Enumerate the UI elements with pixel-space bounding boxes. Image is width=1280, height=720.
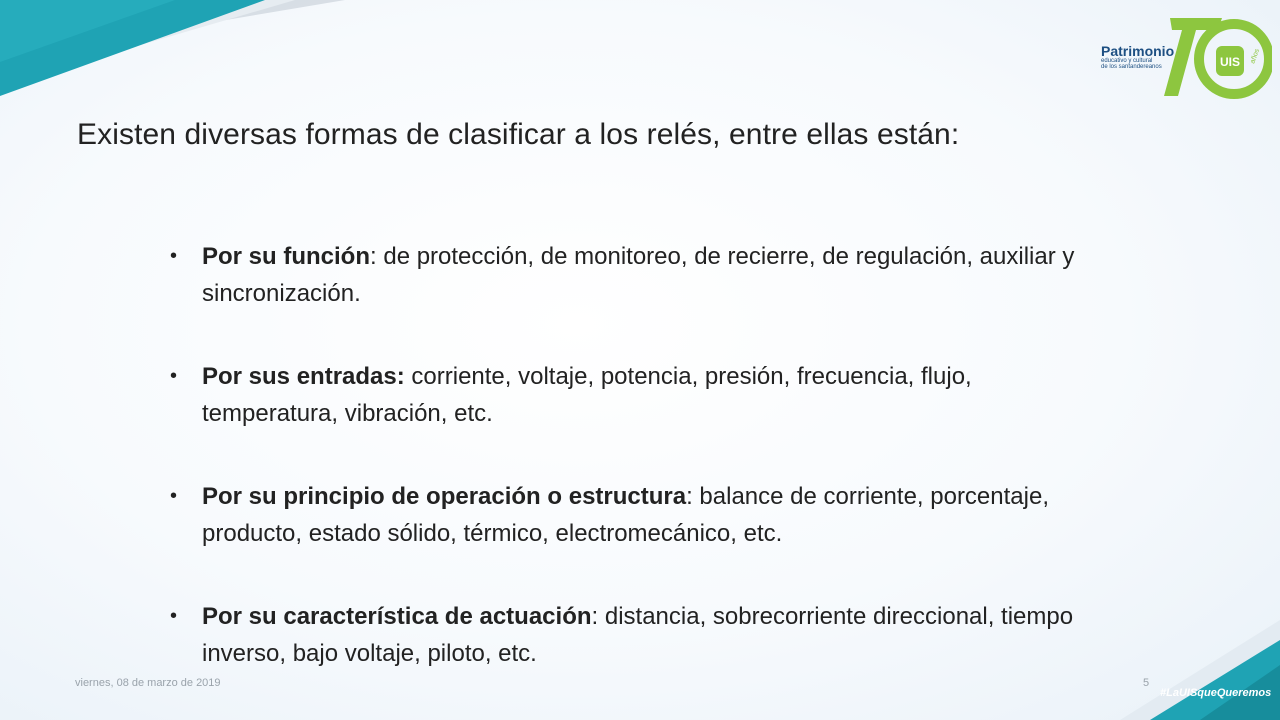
logo-line1: Patrimonio: [1101, 43, 1175, 59]
bullet-heading: Por sus entradas:: [202, 363, 405, 390]
page-number: 5: [1143, 677, 1150, 689]
bullet-heading: Por su característica de actuación: [202, 603, 592, 630]
logo-text: [1101, 44, 1174, 70]
slide-title: Existen diversas formas de clasificar a los relés, entre ellas están:: [77, 118, 960, 151]
bullet-text: de protección, de monitoreo, de recierre, de regulación, auxiliar y sincronización.: [202, 243, 1075, 307]
logo-line3: de los santandereanos: [1101, 64, 1162, 70]
bullet-item: [165, 358, 1105, 432]
logo-initials: UIS: [1219, 55, 1241, 69]
bullet-dot: •: [170, 365, 178, 387]
bullet-separator: :: [591, 603, 599, 630]
bullet-text: distancia, sobrecorriente direccional, tiempo inverso, bajo voltaje, piloto, etc.: [202, 603, 1074, 667]
bullet-list: [165, 238, 1105, 718]
logo-line2: educativo y cultural: [1101, 58, 1153, 64]
bullet-heading: Por su función: [202, 243, 370, 270]
footer-date: viernes, 08 de marzo de 2019: [75, 677, 221, 689]
footer-hashtag: #LaUISqueQueremos: [1160, 687, 1272, 699]
bullet-dot: •: [170, 605, 178, 627]
bullet-text: corriente, voltaje, potencia, presión, frecuencia, flujo, temperatura, vibración, etc.: [202, 363, 972, 427]
bullet-text: balance de corriente, porcentaje, producto, estado sólido, térmico, electromecánico, etc.: [202, 483, 1049, 547]
bullet-dot: •: [170, 485, 178, 507]
bullet-item: [165, 238, 1105, 312]
bullet-heading: Por su principio de operación o estructura: [202, 483, 687, 510]
bullet-dot: •: [170, 245, 178, 267]
bullet-item: [165, 598, 1105, 672]
logo-suffix: años: [1249, 48, 1262, 65]
bullet-item: [165, 478, 1105, 552]
bullet-separator: :: [686, 483, 693, 510]
bullet-separator: :: [370, 243, 377, 270]
